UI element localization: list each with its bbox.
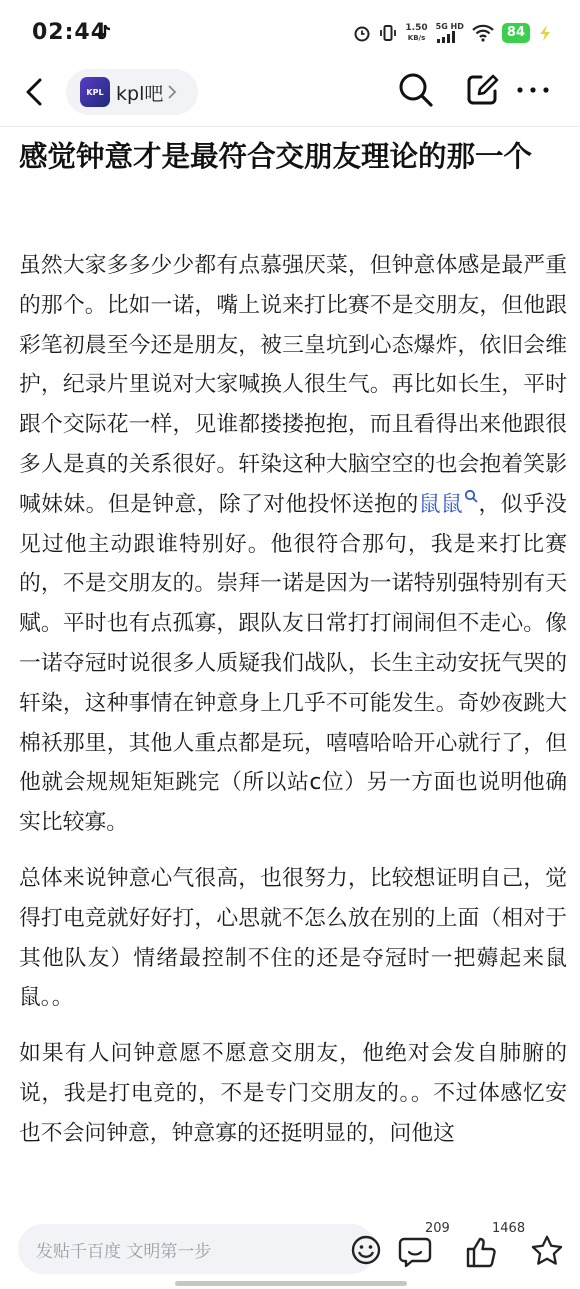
home-indicator[interactable]: [175, 1281, 407, 1286]
post-paragraph-3: 如果有人问钟意愿不愿意交朋友，他绝对会发自肺腑的说，我是打电竞的，不是专门交朋友的。。不过体感忆安也不会问钟意，钟意寡的还挺明显的，问他这: [19, 1041, 567, 1146]
search-icon[interactable]: [398, 72, 434, 108]
tiktok-icon: [98, 24, 112, 40]
topic-link-text: 鼠鼠: [418, 491, 464, 517]
network-speed: [405, 23, 427, 43]
post-paragraph-2: 总体来说钟意心气很高，也很努力，比较想证明自己，觉得打电竞就好好打，心思就不怎么放在别的上面（相对于其他队友）情绪最控制不住的还是夺冠时一把薅起来鼠鼠。。: [19, 865, 567, 1011]
nav-bar: [0, 64, 580, 122]
edit-icon[interactable]: [465, 72, 499, 108]
bottom-bar: [0, 1212, 580, 1289]
paragraph-text: ，似乎没见过他主动跟谁特别好。他很符合那句，我是来打比赛的，不是交朋友的。崇拜一诺是因为一诺特别强特别有天赋。平时也有点孤寡，跟队友日常打打闹闹但不走心。像一诺夺冠时说很多人质疑我们战队，长生主动安抚气哭的轩染，这种事情在钟意身上几乎不可能发生。奇妙夜跳大棉袄那里，其他人重点都是玩，嘻嘻哈哈开心就行了，但他就会规规矩矩跳完（所以站c位）另一方面也说明他确实比较寡。: [19, 491, 567, 836]
more-icon[interactable]: [515, 78, 551, 102]
alarm-icon: [353, 24, 371, 42]
status-time: 02:44: [32, 20, 108, 45]
emoji-icon[interactable]: [350, 1234, 382, 1266]
forum-logo-text: KPL: [86, 87, 104, 97]
post-body: [19, 246, 567, 1154]
topic-link[interactable]: [419, 492, 478, 517]
battery-level: 84: [502, 23, 530, 43]
status-icons: [353, 20, 552, 46]
charging-icon: [538, 24, 552, 42]
forum-logo: [80, 77, 110, 107]
comment-button[interactable]: [398, 1221, 458, 1269]
comment-input[interactable]: [18, 1224, 376, 1274]
comment-icon: [398, 1235, 434, 1269]
status-bar: [0, 0, 580, 64]
paragraph-text: 虽然大家多多少少都有点慕强厌菜，但钟意体感是最严重的那个。比如一诺，嘴上说来打比赛不是交朋友，但他跟彩笔初晨至今还是朋友，被三皇坑到心态爆炸，依旧会维护，纪录片里说对大家喊换人很生气。再比如长生，平时跟个交际花一样，见谁都搂搂抱抱，而且看得出来他跟很多人是真的关系很好。轩染这种大脑空空的也会抱着笑影喊妹妹。但是钟意，除了对他投怀送抱的: [19, 253, 567, 517]
forum-name: kpl吧: [116, 82, 164, 105]
chevron-right-icon: [167, 85, 177, 99]
network-label: 5G HD: [435, 21, 464, 31]
vibrate-icon: [379, 24, 397, 42]
signal-icon: [436, 31, 456, 43]
forum-chip[interactable]: [66, 69, 198, 115]
wifi-icon: [472, 24, 494, 42]
speed-value: 1.50: [405, 23, 428, 33]
comment-count: 209: [425, 1221, 450, 1236]
comment-placeholder: 发贴千百度 文明第一步: [36, 1242, 212, 1262]
like-button[interactable]: [464, 1221, 534, 1269]
search-icon: [464, 489, 478, 503]
back-icon[interactable]: [20, 74, 50, 110]
thumbs-up-icon: [464, 1235, 500, 1269]
post-paragraph-1: [19, 246, 567, 843]
post-title: 感觉钟意才是最符合交朋友理论的那一个: [19, 140, 533, 173]
speed-unit: KB/s: [407, 34, 426, 42]
star-icon[interactable]: [530, 1234, 564, 1266]
nav-divider: [0, 126, 580, 127]
like-count: 1468: [492, 1221, 526, 1236]
network-type: [436, 22, 464, 45]
